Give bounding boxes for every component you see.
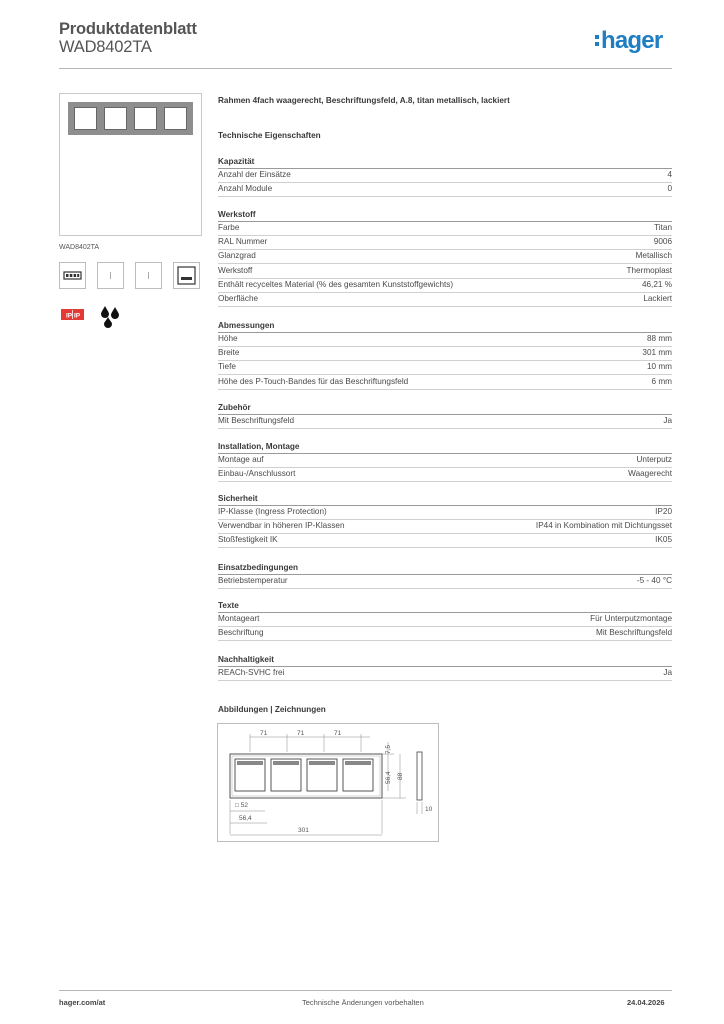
property-value: 0 xyxy=(667,184,672,194)
dim-top-offset: 7,5 xyxy=(385,744,392,754)
property-key: Oberfläche xyxy=(218,294,259,303)
property-row xyxy=(218,376,672,390)
header-divider xyxy=(59,68,672,69)
property-row xyxy=(218,667,672,681)
property-value: Metallisch xyxy=(635,251,672,261)
property-key: Verwendbar in höheren IP-Klassen xyxy=(218,521,345,531)
frame-slot xyxy=(134,107,157,130)
article-number: WAD8402TA xyxy=(59,38,152,56)
property-value: 6 mm xyxy=(651,376,672,386)
property-value: 88 mm xyxy=(646,334,672,343)
property-row xyxy=(218,265,672,279)
property-row xyxy=(218,506,672,520)
footer-divider xyxy=(59,990,672,991)
property-key: Betriebstemperatur xyxy=(218,576,288,585)
property-key: Werkstoff xyxy=(218,265,253,275)
property-key: Breite xyxy=(218,348,240,358)
property-value: Titan xyxy=(654,223,672,232)
drawing-heading: Abbildungen | Zeichnungen xyxy=(218,705,326,714)
dim-depth: 10 xyxy=(425,806,433,813)
section-title: Nachhaltigkeit xyxy=(218,655,274,664)
switch-insert-2-icon xyxy=(135,262,162,289)
property-value: Unterputz xyxy=(636,455,672,464)
dim-pitch-2: 71 xyxy=(297,730,305,737)
footer-website[interactable]: hager.com/at xyxy=(59,998,106,1007)
dim-square: □ 52 xyxy=(235,802,248,809)
section-title: Kapazität xyxy=(218,157,255,166)
property-row xyxy=(218,454,672,468)
frame-4-slots-icon xyxy=(59,262,86,289)
property-value: 9006 xyxy=(653,237,672,247)
hager-logo xyxy=(595,27,662,55)
property-value: IP44 in Kombination mit Dichtungsset xyxy=(535,521,672,531)
property-row xyxy=(218,333,672,347)
logo-dots-icon xyxy=(595,34,599,50)
dim-height: 88 xyxy=(397,772,404,780)
property-row xyxy=(218,575,672,589)
frame-slot xyxy=(74,107,97,130)
property-row xyxy=(218,534,672,548)
property-row xyxy=(218,293,672,307)
footer-disclaimer: Technische Änderungen vorbehalten xyxy=(302,998,424,1007)
dim-pitch-1: 71 xyxy=(260,730,268,737)
section-title: Abmessungen xyxy=(218,321,275,330)
footer-date: 24.04.2026 xyxy=(627,998,665,1007)
property-value: 301 mm xyxy=(642,348,672,358)
property-key: IP-Klasse (Ingress Protection) xyxy=(218,507,327,516)
label-field-icon xyxy=(173,262,200,289)
dim-pitch-3: 71 xyxy=(334,730,342,737)
svg-text:IP: IP xyxy=(74,312,81,320)
property-key: Anzahl der Einsätze xyxy=(218,170,291,179)
frame-slot xyxy=(104,107,127,130)
property-value: Für Unterputzmontage xyxy=(590,614,672,623)
property-key: Höhe des P-Touch-Bandes für das Beschriftungsfeld xyxy=(218,376,409,386)
property-value: Ja xyxy=(663,668,672,677)
product-description: Rahmen 4fach waagerecht, Beschriftungsfeld, A.8, titan metallisch, lackiert xyxy=(218,96,510,105)
property-row xyxy=(218,468,672,482)
property-key: Stoßfestigkeit IK xyxy=(218,535,278,545)
property-key: Montage auf xyxy=(218,455,264,464)
property-value: Waagerecht xyxy=(628,469,672,479)
property-value: Ja xyxy=(663,416,672,425)
property-key: RAL Nummer xyxy=(218,237,268,247)
frame-slot xyxy=(164,107,187,130)
property-value: 4 xyxy=(667,170,672,179)
property-key: Anzahl Module xyxy=(218,184,273,194)
section-title: Sicherheit xyxy=(218,494,258,503)
property-key: REACh-SVHC frei xyxy=(218,668,285,677)
property-value: Thermoplast xyxy=(626,265,672,275)
switch-insert-icon xyxy=(97,262,124,289)
dim-inner-width: 56,4 xyxy=(239,815,252,822)
image-caption: WAD8402TA xyxy=(59,244,100,251)
property-value: 46,21 % xyxy=(641,279,672,289)
svg-text:IP: IP xyxy=(66,312,73,320)
property-row xyxy=(218,415,672,429)
property-key: Enthält recyceltes Material (% des gesamten Kunststoffgewichts) xyxy=(218,279,454,289)
property-row xyxy=(218,250,672,264)
property-key: Beschriftung xyxy=(218,628,264,638)
property-key: Einbau-/Anschlussort xyxy=(218,469,296,479)
property-key: Farbe xyxy=(218,223,240,232)
property-row xyxy=(218,169,672,183)
tech-heading: Technische Eigenschaften xyxy=(218,131,321,140)
property-row xyxy=(218,627,672,641)
technical-drawing xyxy=(217,723,439,842)
property-key: Tiefe xyxy=(218,362,236,372)
property-value: Mit Beschriftungsfeld xyxy=(596,628,672,638)
property-value: 10 mm xyxy=(646,362,672,372)
logo-text: hager xyxy=(601,27,663,54)
property-value: IK05 xyxy=(655,535,672,545)
page-title: Produktdatenblatt xyxy=(59,20,197,38)
property-key: Montageart xyxy=(218,614,260,623)
frame-graphic xyxy=(68,102,193,135)
ip-rating-icon xyxy=(59,301,86,328)
property-key: Glanzgrad xyxy=(218,251,256,261)
section-title: Texte xyxy=(218,601,239,610)
property-row xyxy=(218,361,672,375)
dim-width: 301 xyxy=(298,827,309,834)
property-value: -5 - 40 °C xyxy=(636,576,672,585)
property-key: Mit Beschriftungsfeld xyxy=(218,416,294,425)
property-row xyxy=(218,279,672,293)
property-row xyxy=(218,222,672,236)
property-value: Lackiert xyxy=(643,294,672,303)
product-image xyxy=(59,93,202,236)
property-row xyxy=(218,347,672,361)
property-value: IP20 xyxy=(655,507,672,516)
section-title: Installation, Montage xyxy=(218,442,300,451)
property-row xyxy=(218,183,672,197)
dim-inner-height: 56,4 xyxy=(385,771,392,784)
property-row xyxy=(218,613,672,627)
property-key: Höhe xyxy=(218,334,238,343)
water-drops-icon xyxy=(97,301,124,328)
section-title: Werkstoff xyxy=(218,210,256,219)
property-row xyxy=(218,520,672,534)
property-row xyxy=(218,236,672,250)
section-title: Zubehör xyxy=(218,403,251,412)
section-title: Einsatzbedingungen xyxy=(218,563,299,572)
